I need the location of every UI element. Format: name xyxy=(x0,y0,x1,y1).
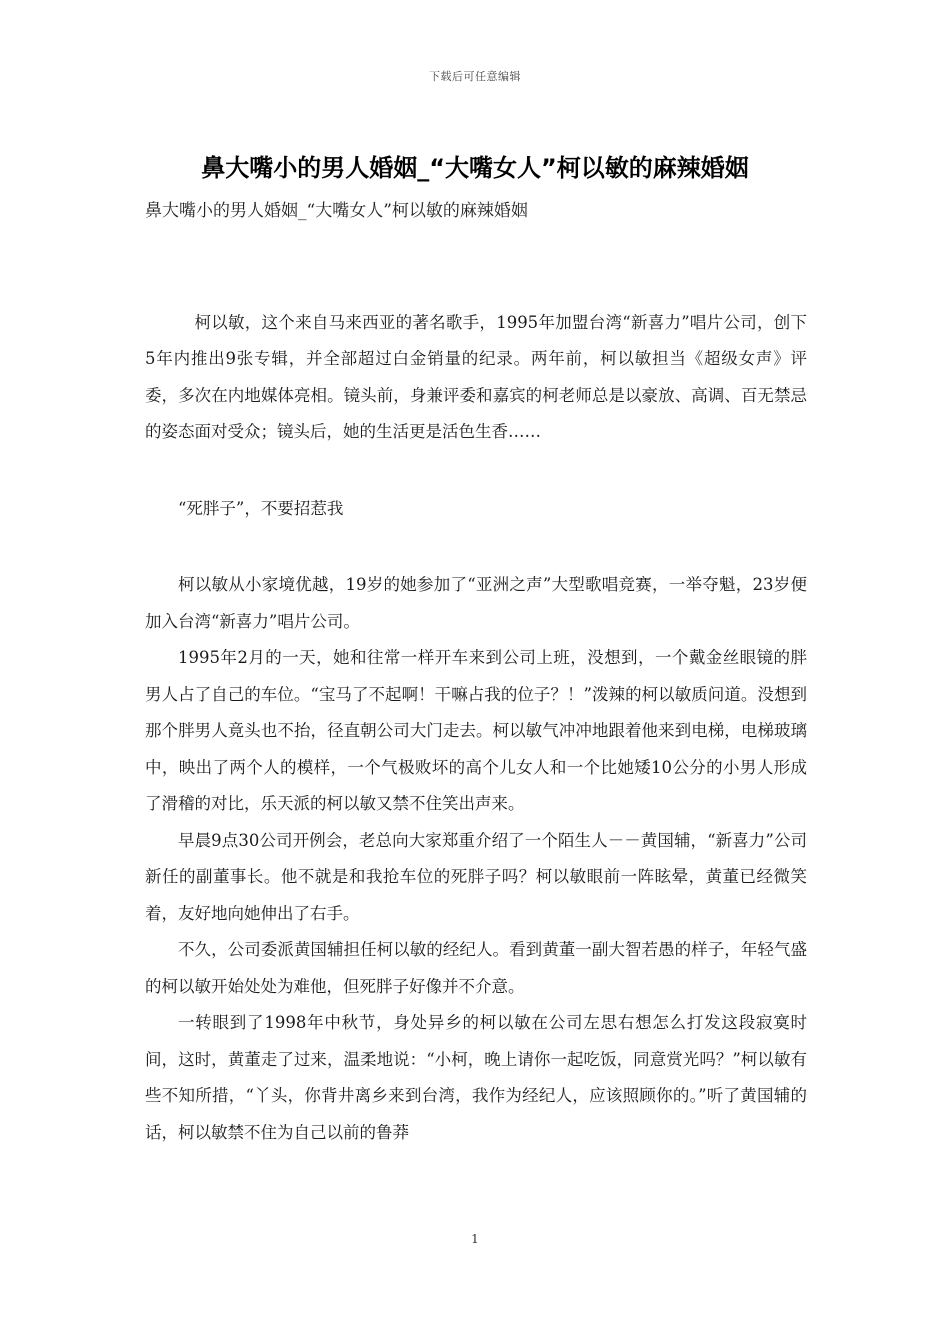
spacer xyxy=(145,451,807,491)
document-subtitle: 鼻大嘴小的男人婚姻_“大嘴女人”柯以敏的麻辣婚姻 xyxy=(145,201,528,221)
paragraph: 1995年2月的一天，她和往常一样开车来到公司上班，没想到，一个戴金丝眼镜的胖男人占了自己的车位。“宝马了不起啊！干嘛占我的位子？！”泼辣的柯以敏质问道。没想到那个胖男人竟头也不抬，径直朝公司大门走去。柯以敏气冲冲地跟着他来到电梯，电梯玻璃中，映出了两个人的模样，一个气极败坏的高个儿女人和一个比她矮10公分的小男人形成了滑稽的对比，乐天派的柯以敏又禁不住笑出声来。 xyxy=(145,648,807,813)
paragraph: 柯以敏从小家境优越，19岁的她参加了“亚洲之声”大型歌唱竞赛，一举夺魁，23岁便加入台湾“新喜力”唱片公司。 xyxy=(145,575,807,631)
paragraph: 早晨9点30公司开例会，老总向大家郑重介绍了一个陌生人－－黄国辅，“新喜力”公司新任的副董事长。他不就是和我抢车位的死胖子吗？柯以敏眼前一阵眩晕，黄董已经微笑着，友好地向她伸出了右手。 xyxy=(145,830,807,923)
paragraph: 一转眼到了1998年中秋节，身处异乡的柯以敏在公司左思右想怎么打发这段寂寞时间，这时，黄董走了过来，温柔地说：“小柯，晚上请你一起吃饭，同意赏光吗？”柯以敏有些不知所措，“丫头，你背井离乡来到台湾，我作为经纪人，应该照顾你的。”听了黄国辅的话，柯以敏禁不住为自己以前的鲁莽 xyxy=(145,1013,807,1142)
page-header: 下载后可任意编辑 xyxy=(429,70,521,83)
document-body xyxy=(145,268,807,1151)
section-heading: “死胖子”，不要招惹我 xyxy=(178,498,344,518)
document-title: 鼻大嘴小的男人婚姻_“大嘴女人”柯以敏的麻辣婚姻 xyxy=(201,154,749,182)
page-number: 1 xyxy=(471,1232,479,1246)
paragraph: 不久，公司委派黄国辅担任柯以敏的经纪人。看到黄董一副大智若愚的样子，年轻气盛的柯以敏开始处处为难他，但死胖子好像并不介意。 xyxy=(145,940,807,996)
spacer xyxy=(145,527,807,567)
spacer xyxy=(145,268,807,305)
paragraph-intro: 柯以敏，这个来自马来西亚的著名歌手，1995年加盟台湾“新喜力”唱片公司，创下5年内推出9张专辑，并全部超过白金销量的纪录。两年前，柯以敏担当《超级女声》评委，多次在内地媒体亮相。镜头前，身兼评委和嘉宾的柯老师总是以豪放、高调、百无禁忌的姿态面对受众；镜头后，她的生活更是活色生香…… xyxy=(145,312,807,441)
